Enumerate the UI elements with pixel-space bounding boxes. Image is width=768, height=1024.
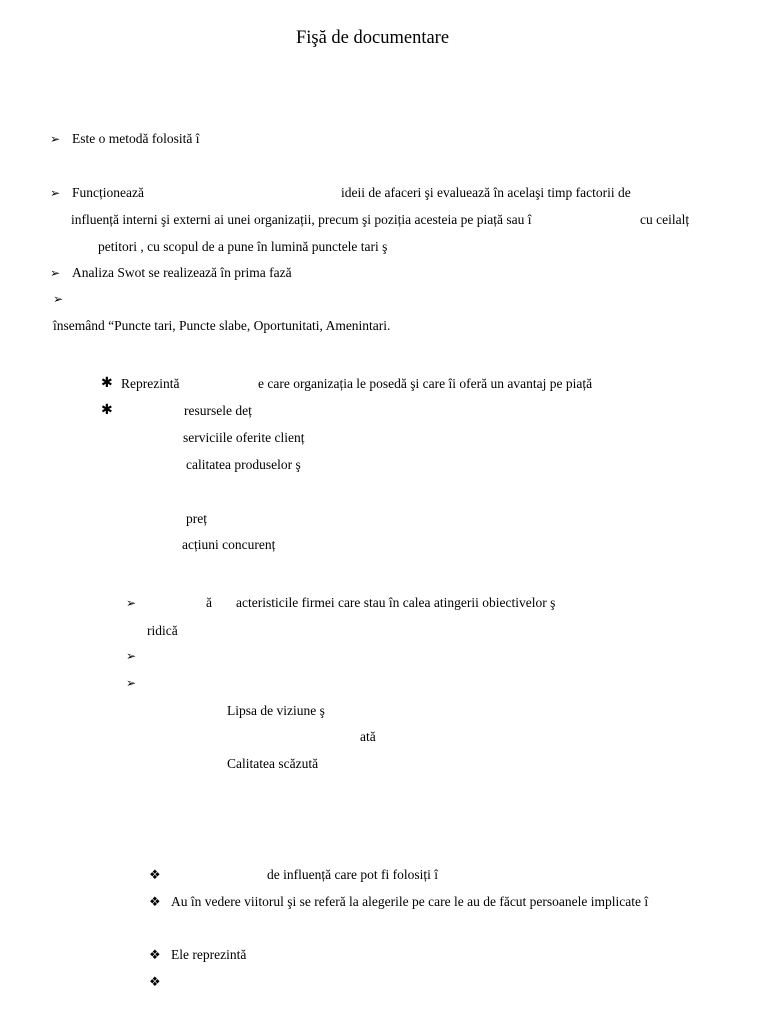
text-line: e care organizația le posedă şi care îi oferă un avantaj pe piață (258, 376, 593, 391)
arrow-bullet-icon: ➢ (126, 596, 137, 610)
text-line: acțiuni concurenț (182, 537, 276, 552)
text-line: resursele deț (184, 403, 252, 418)
text-line: ideii de afaceri şi evaluează în acelaşi timp factorii de (341, 185, 631, 200)
diamond-bullet-icon: ❖ (149, 947, 161, 962)
arrow-bullet-icon: ➢ (50, 266, 61, 280)
text-line: petitori , cu scopul de a pune în lumină punctele tari ş (98, 239, 388, 254)
text-line: ridică (147, 623, 178, 638)
arrow-bullet-icon: ➢ (126, 649, 137, 663)
text-line: influență interni şi externi ai unei organizații, precum şi poziția acesteia pe piață sau î (71, 212, 532, 227)
text-line: Analiza Swot se realizează în prima fază (72, 265, 292, 280)
text-line: acteristicile firmei care stau în calea atingerii obiectivelor ş (236, 595, 556, 610)
arrow-bullet-icon: ➢ (50, 186, 61, 200)
text-line: ată (360, 729, 376, 744)
text-line: Funcționează (72, 185, 144, 200)
text-line: Este o metodă folosită î (72, 131, 200, 146)
text-line: serviciile oferite clienț (183, 430, 305, 445)
text-line: de influență care pot fi folosiți î (267, 867, 438, 882)
star-bullet-icon: ✱ (101, 376, 113, 391)
text-line: însemând “Puncte tari, Puncte slabe, Oportunitati, Amenintari. (53, 318, 391, 333)
text-line: Calitatea scăzută (227, 756, 319, 771)
text-line: calitatea produselor ş (186, 457, 301, 472)
diamond-bullet-icon: ❖ (149, 974, 161, 989)
star-bullet-icon: ✱ (101, 403, 113, 418)
diamond-bullet-icon: ❖ (149, 867, 161, 882)
arrow-bullet-icon: ➢ (50, 132, 61, 146)
text-line: preț (186, 511, 207, 526)
text-line: Lipsa de viziune ş (227, 703, 325, 718)
document-title: Fişă de documentare (295, 28, 450, 48)
arrow-bullet-icon: ➢ (126, 676, 137, 690)
text-line: Reprezintă (121, 376, 180, 391)
text-line: cu ceilalț (640, 212, 690, 227)
text-line: Au în vedere viitorul şi se referă la alegerile pe care le au de făcut persoanele implicate î (171, 894, 649, 909)
text-line: Ele reprezintă (171, 947, 247, 962)
diamond-bullet-icon: ❖ (149, 894, 161, 909)
arrow-bullet-icon: ➢ (53, 292, 64, 306)
text-line: ă (206, 595, 212, 610)
